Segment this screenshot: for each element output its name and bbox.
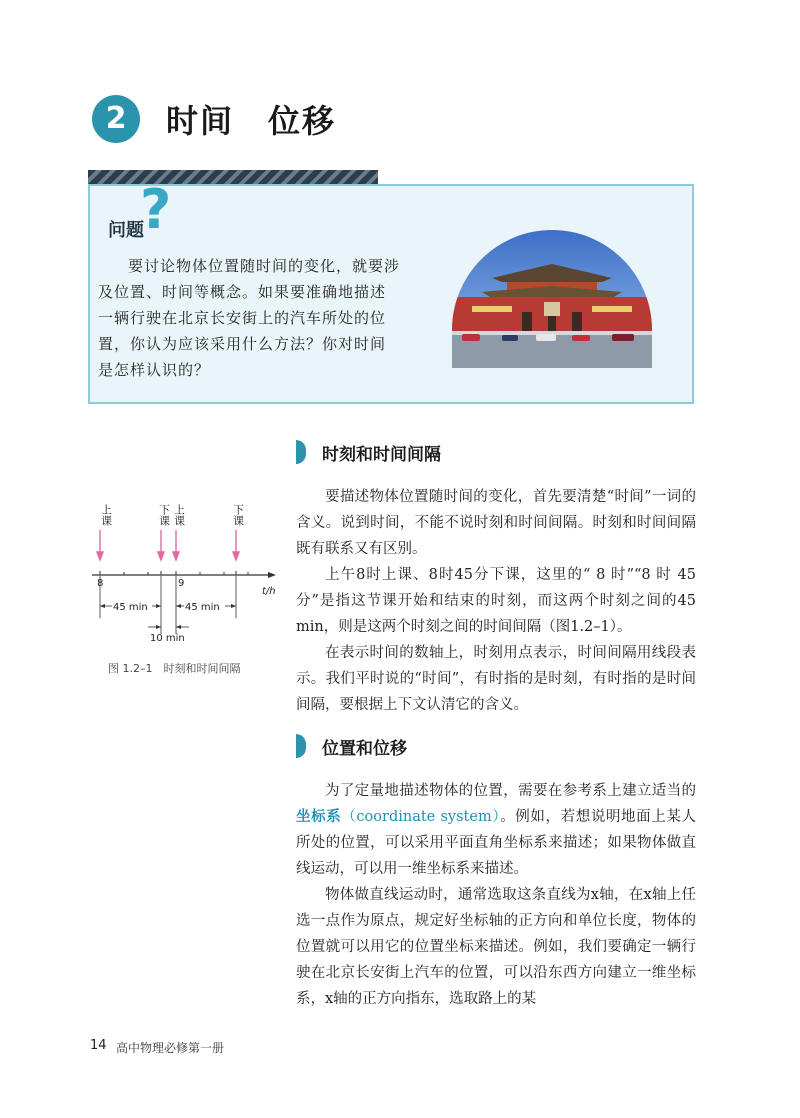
term-coordinate-system: 坐标系 xyxy=(296,808,342,825)
subheading-position: 位置和位移 xyxy=(322,739,407,759)
event-label: 上课 xyxy=(99,504,113,526)
interval-label: 45 min xyxy=(185,602,220,613)
event-label: 下课 xyxy=(157,504,171,526)
question-mark-icon: ? xyxy=(140,178,172,241)
timeline-figure xyxy=(88,488,288,653)
subheading-time: 时刻和时间间隔 xyxy=(322,445,441,465)
paragraph: 要描述物体位置随时间的变化，首先要清楚“时间”一词的含义。说到时间，不能不说时刻和时间间隔。时刻和时间间隔既有联系又有区别。 xyxy=(296,489,696,557)
interval-label: 45 min xyxy=(113,602,148,613)
book-title: 高中物理必修第一册 xyxy=(116,1041,225,1055)
interval-label: 10 min xyxy=(150,633,185,644)
decorative-stripe xyxy=(88,170,378,184)
axis-label: t/h xyxy=(262,586,276,597)
problem-label: 问题 xyxy=(108,220,144,241)
problem-text: 要讨论物体位置随时间的变化，就要涉及位置、时间等概念。如果要准确地描述一辆行驶在北京长安街上的汽车所处的位置，你认为应该采用什么方法？你对时间是怎样认识的？ xyxy=(98,257,401,379)
paragraph: 物体做直线运动时，通常选取这条直线为x轴，在x轴上任选一点作为原点，规定好坐标轴的正方向和单位长度，物体的位置就可以用它的位置坐标来描述。例如，我们要确定一辆行驶在北京长安街上汽车的位置，可以沿东西方向建立一维坐标系，x轴的正方向指东，选取路上的某 xyxy=(296,887,696,1007)
event-label: 下课 xyxy=(231,504,245,526)
term-english: （coordinate system） xyxy=(341,809,501,825)
paragraph: 为了定量地描述物体的位置，需要在参考系上建立适当的坐标系（coordinate system）。例如，若想说明地面上某人所处的位置，可以采用平面直角坐标系来描述；如果物体做直线运动，可以用一维坐标系来描述。 xyxy=(296,783,696,877)
tick-label: 8 xyxy=(97,578,104,589)
tick-label: 9 xyxy=(178,578,185,589)
tiananmen-photo xyxy=(452,230,652,370)
section-title: 时间 位移 xyxy=(166,102,337,140)
subheading-marker xyxy=(296,734,306,758)
page-number: 14 xyxy=(90,1038,107,1053)
figure-caption: 图 1.2–1 时刻和时间间隔 xyxy=(108,662,241,675)
subheading-marker xyxy=(296,440,306,464)
paragraph: 上午8时上课、8时45分下课，这里的“ 8 时”“8 时 45 分”是指这节课开始和结束的时刻，而这两个时刻之间的45 min，则是这两个时刻之间的时间间隔（图1.2–1）。 xyxy=(296,567,696,635)
paragraph: 在表示时间的数轴上，时刻用点表示，时间间隔用线段表示。我们平时说的“时间”，有时指的是时刻，有时指的是时间间隔，要根据上下文认清它的含义。 xyxy=(296,645,696,713)
section-number-badge: 2 xyxy=(92,95,140,143)
event-label: 上课 xyxy=(172,504,186,526)
